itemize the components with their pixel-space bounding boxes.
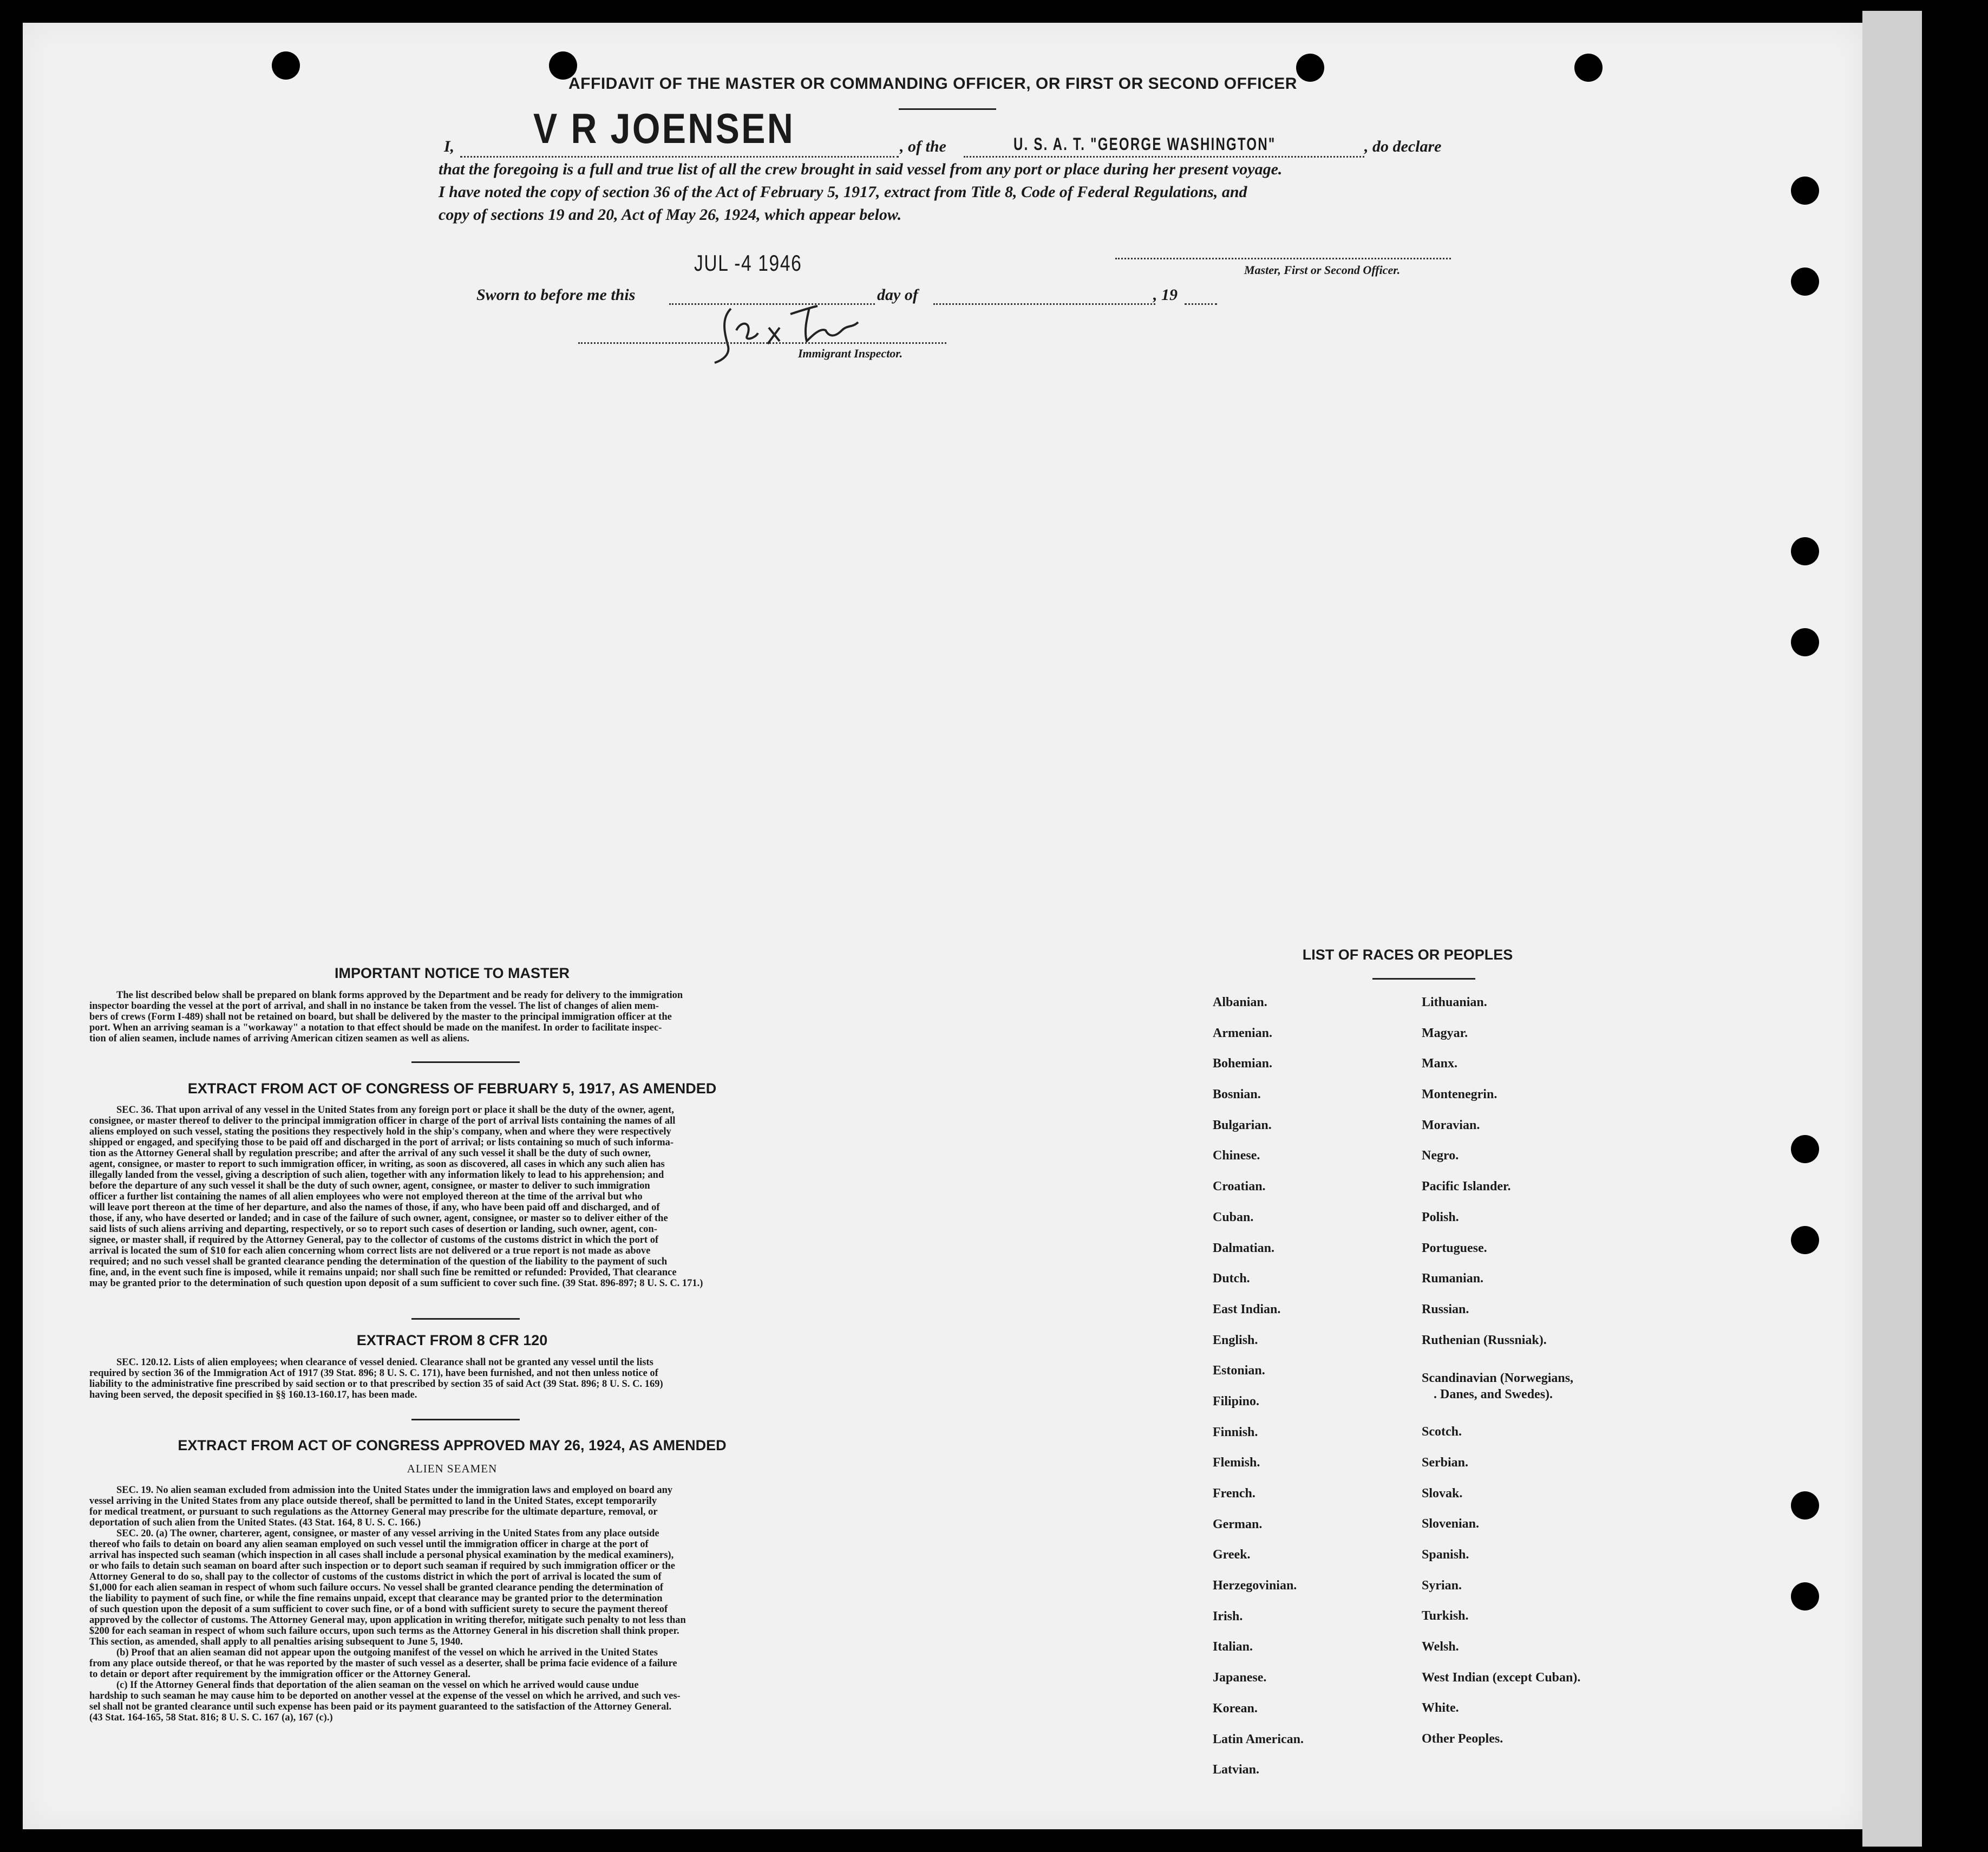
- extract-1924-subtitle: ALIEN SEAMEN: [407, 1462, 498, 1475]
- extract-1924-line: SEC. 20. (a) The owner, charterer, agent, consignee, or master of any vessel arriving in the United States from any place outside: [116, 1528, 659, 1539]
- race-item: White.: [1422, 1701, 1459, 1716]
- extract-1924-title: EXTRACT FROM ACT OF CONGRESS APPROVED MAY 26, 1924, AS AMENDED: [178, 1437, 727, 1453]
- punch-hole: [1791, 1226, 1819, 1254]
- extract-1924-line: Attorney General to do so, shall pay to the collector of customs of the customs district in which the port of arrival is located the sum of: [89, 1571, 662, 1582]
- extract-1917-line: those, if any, who have deserted or landed; and in case of the failure of such owner, agent, consignee, or master so to deliver either of the: [89, 1213, 668, 1224]
- notice-line: port. When an arriving seaman is a "workaway" a notation to that effect should be made on the manifest. In order to facilitate inspec-: [89, 1022, 662, 1033]
- race-item: Portuguese.: [1422, 1241, 1487, 1255]
- extract-1924-line: or who fails to detain such seaman on board after such inspection or to deport such seaman if required by such immigration officer or the: [89, 1561, 675, 1571]
- extract-1917-title: EXTRACT FROM ACT OF CONGRESS OF FEBRUARY 5, 1917, AS AMENDED: [187, 1080, 717, 1097]
- extract-1917-line: SEC. 36. That upon arrival of any vessel in the United States from any foreign port or place it shall be the duty of the owner, agent,: [116, 1105, 674, 1116]
- section-divider: [411, 1061, 520, 1063]
- notice-line: inspector boarding the vessel at the port of arrival, and shall in no instance be taken from the vessel. The list of changes of alien mem-: [89, 1001, 659, 1012]
- race-item: Russian.: [1422, 1302, 1469, 1316]
- race-item: German.: [1213, 1517, 1263, 1531]
- extract-1917-line: consignee, or master thereof to deliver to the principal immigration officer in charge of the port of arrival lists containing the names of all: [89, 1116, 676, 1126]
- race-item: Japanese.: [1213, 1671, 1267, 1685]
- race-item: Other Peoples.: [1422, 1732, 1503, 1746]
- section-divider: [411, 1419, 520, 1420]
- punch-hole: [1791, 268, 1819, 296]
- extract-1924-line: arrival has inspected such seaman (which inspection in all cases shall include a personal physical examination by the medical examiners),: [89, 1550, 674, 1561]
- sworn-date-stamp: JUL -4 1946: [694, 250, 802, 276]
- day-of-label: day of: [877, 286, 918, 304]
- declare-label: , do declare: [1364, 138, 1442, 155]
- punch-hole: [1791, 537, 1819, 565]
- punch-hole: [272, 51, 300, 80]
- extract-1924-line: $200 for each seaman in respect of whom such failure occurs, upon such terms as the Attorney General in his discretion shall think proper.: [89, 1626, 679, 1636]
- race-item: . Danes, and Swedes).: [1434, 1387, 1553, 1402]
- notice-line: The list described below shall be prepared on blank forms approved by the Department and be ready for delivery to the immigration: [116, 990, 683, 1001]
- extract-1917-line: arrival is located the sum of $10 for each alien concerning whom correct lists are not delivered or a true report is not made as above: [89, 1245, 651, 1256]
- race-item: Scotch.: [1422, 1425, 1462, 1439]
- race-item: Slovak.: [1422, 1486, 1463, 1501]
- extract-cfr-body: [89, 1357, 891, 1400]
- race-item: Syrian.: [1422, 1578, 1462, 1593]
- race-item: West Indian (except Cuban).: [1422, 1670, 1581, 1685]
- page-edge: [1862, 11, 1922, 1847]
- notice-line: tion of alien seamen, include names of arriving American citizen seamen as well as aliens.: [89, 1033, 469, 1044]
- affidavit-title: AFFIDAVIT OF THE MASTER OR COMMANDING OFFICER, OR FIRST OR SECOND OFFICER: [568, 75, 1297, 93]
- extract-1924-line: deportation of such alien from the United States. (43 Stat. 164, 8 U. S. C. 166.): [89, 1517, 421, 1528]
- punch-hole: [1574, 54, 1603, 82]
- races-title-underline: [1372, 978, 1475, 980]
- race-item: East Indian.: [1213, 1302, 1281, 1316]
- races-right-column: [1422, 995, 1580, 1763]
- race-item: Manx.: [1422, 1057, 1457, 1071]
- extract-1924-line: the liability to payment of such fine, or while the fine remains unpaid, except that clearance may be granted prior to the determination: [89, 1593, 663, 1604]
- race-item: Bohemian.: [1213, 1057, 1273, 1071]
- declarant-name: V R JOENSEN: [533, 105, 795, 152]
- declaration-line-1: that the foregoing is a full and true list of all the crew brought in said vessel from any port or place during her present voyage.: [439, 160, 1283, 178]
- extract-1917-body: [89, 1105, 891, 1289]
- races-title: LIST OF RACES OR PEOPLES: [1302, 947, 1513, 963]
- extract-cfr-line: liability to the administrative fine prescribed by said section or to that prescribed by section 35 of said Act (39 Stat. 896; 8 U. S. C. 169): [89, 1379, 663, 1390]
- race-item: English.: [1213, 1333, 1258, 1347]
- race-item: Polish.: [1422, 1210, 1459, 1224]
- punch-hole: [1791, 1491, 1819, 1520]
- race-item: Finnish.: [1213, 1425, 1258, 1439]
- punch-hole: [1791, 628, 1819, 656]
- notice-title: IMPORTANT NOTICE TO MASTER: [335, 965, 570, 981]
- extract-cfr-line: having been served, the deposit specified in §§ 160.13-160.17, has been made.: [89, 1390, 417, 1400]
- extract-cfr-line: SEC. 120.12. Lists of alien employees; when clearance of vessel denied. Clearance shall not be granted any vessel until the lists: [116, 1357, 653, 1368]
- extract-1924-line: This section, as amended, shall apply to all penalties arising subsequent to June 5, 1940.: [89, 1636, 463, 1647]
- extract-1917-line: illegally landed from the vessel, giving a description of such alien, together with any information likely to lead to his apprehension; and: [89, 1170, 664, 1181]
- name-line: [460, 156, 899, 158]
- extract-1917-line: aliens employed on such vessel, stating the positions they respectively hold in the ship's company, when and where they were respectively: [89, 1126, 671, 1137]
- inspector-label: Immigrant Inspector.: [798, 347, 903, 360]
- extract-1917-line: required; and no such vessel shall be granted clearance pending the determination of the question of the liability to the payment of such: [89, 1256, 668, 1267]
- races-left-column: [1213, 995, 1304, 1794]
- extract-1924-line: vessel arriving in the United States from any place outside thereof, shall be permitted to land in the United States, except temporarily: [89, 1496, 657, 1507]
- extract-1924-line: to detain or deport after requirement by the immigration officer or the Attorney General.: [89, 1669, 470, 1680]
- race-item: Croatian.: [1213, 1179, 1266, 1194]
- extract-1924-body: [89, 1485, 891, 1723]
- race-item: Serbian.: [1422, 1455, 1469, 1470]
- extract-1917-line: may be granted prior to the determination of such question upon deposit of a sum sufficient to cover such fine. (39 Stat. 896-897; 8 U. S. C. 171.): [89, 1278, 703, 1289]
- title-underline: [899, 108, 996, 110]
- extract-1917-line: signee, or master shall, if required by the Attorney General, pay to the collector of customs of the customs district in which the port of: [89, 1235, 659, 1245]
- extract-1924-line: SEC. 19. No alien seaman excluded from admission into the United States under the immigration laws and employed on board any: [116, 1485, 673, 1496]
- punch-hole: [1791, 177, 1819, 205]
- declarant-prefix: I,: [444, 138, 455, 155]
- extract-1924-line: from any place outside thereof, or that he was reported by the master of such vessel as a deserter, shall be prima facie evidence of a failure: [89, 1658, 677, 1669]
- extract-1924-line: (b) Proof that an alien seaman did not appear upon the outgoing manifest of the vessel on which he arrived in the United States: [116, 1647, 658, 1658]
- master-signature-line: [1115, 258, 1451, 259]
- race-item: Dutch.: [1213, 1271, 1250, 1286]
- extract-1917-line: said lists of such aliens arriving and departing, respectively, or so to report such cases of desertion or landing, such owner, agent, con-: [89, 1224, 657, 1235]
- race-item: French.: [1213, 1486, 1255, 1501]
- race-item: Herzegovinian.: [1213, 1579, 1297, 1593]
- race-item: Welsh.: [1422, 1640, 1459, 1654]
- race-item: Italian.: [1213, 1640, 1253, 1654]
- extract-1924-line: for medical treatment, or pursuant to such regulations as the Attorney General may prescribe for the ultimate departure, removal, or: [89, 1507, 658, 1517]
- race-item: Spanish.: [1422, 1548, 1469, 1562]
- race-item: Slovenian.: [1422, 1517, 1480, 1531]
- race-item: Negro.: [1422, 1149, 1459, 1163]
- race-item: Dalmatian.: [1213, 1241, 1274, 1255]
- extract-1924-line: sel shall not be granted clearance until such expense has been paid or its payment guaranteed to the satisfaction of the Attorney General.: [89, 1701, 672, 1712]
- extract-1917-line: fine, and, in the event such fine is imposed, while it remains unpaid; nor shall such fine be remitted or refunded: Provided, That clearance: [89, 1267, 677, 1278]
- race-item: Chinese.: [1213, 1149, 1260, 1163]
- race-item: Lithuanian.: [1422, 995, 1487, 1009]
- race-item: Magyar.: [1422, 1026, 1468, 1040]
- race-item: Latin American.: [1213, 1732, 1304, 1746]
- race-item: Estonian.: [1213, 1364, 1265, 1378]
- race-item: Montenegrin.: [1422, 1087, 1497, 1102]
- notice-line: bers of crews (Form I-489) shall not be retained on board, but shall be delivered by the master to the principal immigration officer at the: [89, 1012, 672, 1022]
- race-item: Moravian.: [1422, 1118, 1480, 1132]
- race-item: Albanian.: [1213, 995, 1267, 1009]
- declaration-line-3: copy of sections 19 and 20, Act of May 26, 1924, which appear below.: [439, 206, 902, 224]
- extract-1924-line: $1,000 for each alien seaman in respect of whom such failure occurs. No vessel shall be granted clearance pending the determination of: [89, 1582, 664, 1593]
- extract-1924-line: (c) If the Attorney General finds that deportation of the alien seaman on the vessel on which he arrived would cause undue: [116, 1680, 639, 1691]
- extract-1917-line: officer a further list containing the names of all alien employees who were not employed thereon at the time of the arrival but who: [89, 1191, 643, 1202]
- extract-1917-line: shipped or engaged, and specifying those to be paid off and discharged in the port of arrival; or lists containing so much of such informa-: [89, 1137, 674, 1148]
- race-item: Latvian.: [1213, 1763, 1260, 1777]
- extract-1924-line: thereof who fails to detain on board any alien seaman employed on such vessel until the immigration officer in charge at the port of: [89, 1539, 649, 1550]
- sworn-year-line: [1185, 303, 1217, 305]
- extract-1924-line: of such question upon the deposit of a sum sufficient to cover such fine, or of a bond with sufficient surety to secure the payment thereof: [89, 1604, 668, 1615]
- sworn-month-line: [933, 303, 1155, 305]
- extract-1924-line: hardship to such seaman he may cause him to be deported on another vessel at the expense of the vessel on which he arrived, and such ves-: [89, 1691, 681, 1701]
- extract-1917-line: will leave port thereon at the time of her departure, and also the names of those, if any, who have been paid off and discharged, and of: [89, 1202, 660, 1213]
- extract-1924-line: approved by the collector of customs. The Attorney General may, upon application in writing therefor, mitigate such penalty to not less than: [89, 1615, 686, 1626]
- punch-hole: [1791, 1135, 1819, 1163]
- punch-hole: [1791, 1582, 1819, 1610]
- race-item: Ruthenian (Russniak).: [1422, 1333, 1547, 1347]
- race-item: Greek.: [1213, 1548, 1251, 1562]
- race-item: Bosnian.: [1213, 1087, 1261, 1102]
- of-the-label: , of the: [900, 138, 946, 155]
- vessel-line: [964, 156, 1364, 158]
- extract-cfr-title: EXTRACT FROM 8 CFR 120: [356, 1332, 548, 1348]
- inspector-signature-line: [578, 342, 946, 344]
- race-item: Flemish.: [1213, 1456, 1260, 1470]
- race-item: Cuban.: [1213, 1210, 1254, 1224]
- sworn-label: Sworn to before me this: [476, 286, 636, 304]
- race-item: Filipino.: [1213, 1394, 1260, 1408]
- race-item: Rumanian.: [1422, 1271, 1484, 1286]
- section-divider: [411, 1318, 520, 1320]
- race-item: Korean.: [1213, 1701, 1258, 1716]
- extract-1917-line: tion as the Attorney General shall by regulation prescribe; and after the arrival of any such vessel it shall be the duty of such owner,: [89, 1148, 651, 1159]
- vessel-name: U. S. A. T. "GEORGE WASHINGTON": [1013, 134, 1276, 154]
- race-item: Irish.: [1213, 1609, 1243, 1623]
- year-label: , 19: [1153, 286, 1178, 304]
- race-item: Scandinavian (Norwegians,: [1422, 1371, 1574, 1386]
- race-item: Pacific Islander.: [1422, 1179, 1511, 1194]
- race-item: Turkish.: [1422, 1609, 1469, 1623]
- notice-body: [89, 990, 891, 1044]
- race-item: Bulgarian.: [1213, 1118, 1272, 1132]
- race-item: Armenian.: [1213, 1026, 1272, 1040]
- extract-cfr-line: required by section 36 of the Immigration Act of 1917 (39 Stat. 896; 8 U. S. C. 171), have been furnished, and not then unless notice of: [89, 1368, 658, 1379]
- master-label: Master, First or Second Officer.: [1244, 263, 1401, 277]
- extract-1917-line: agent, consignee, or master to report to such immigration officer, in writing, as soon as discovered, all cases in which any such alien has: [89, 1159, 665, 1170]
- extract-1917-line: before the departure of any such vessel it shall be the duty of such owner, agent, consignee, or master to deliver to such immigration: [89, 1181, 650, 1191]
- declaration-line-2: I have noted the copy of section 36 of the Act of February 5, 1917, extract from Title 8, Code of Federal Regulations, and: [439, 183, 1247, 201]
- extract-1924-line: (43 Stat. 164-165, 58 Stat. 816; 8 U. S. C. 167 (a), 167 (c).): [89, 1712, 333, 1723]
